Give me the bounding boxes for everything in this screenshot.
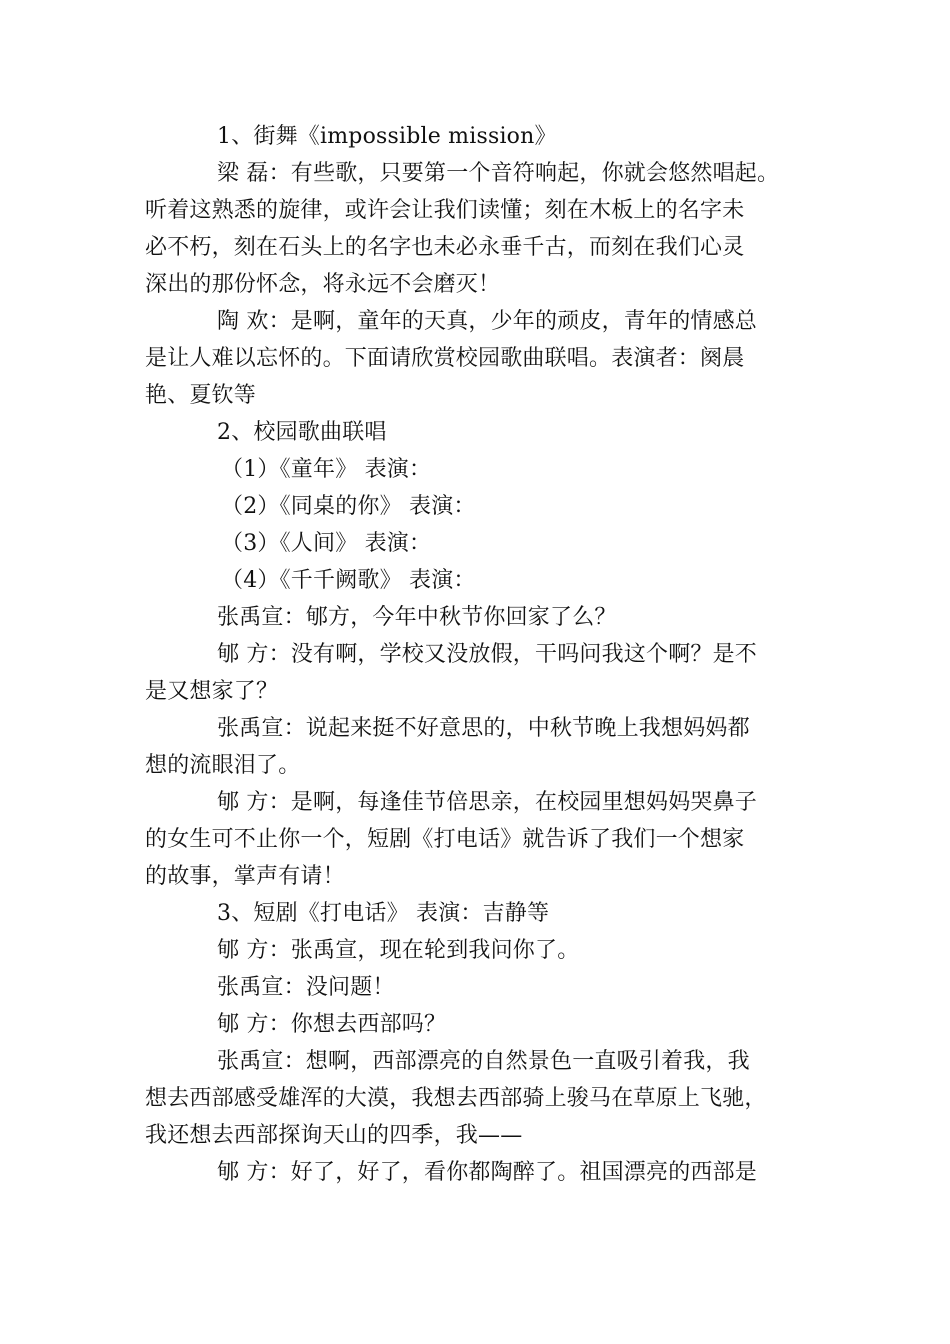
text-line: 是又想家了？ [145,679,279,704]
text-line: 陶 欢：是啊，童年的天真，少年的顽皮，青年的情感总 [217,309,757,334]
text-line: （2）《同桌的你》 表演： [221,494,476,519]
text-line: 郇 方：是啊，每逢佳节倍思亲，在校园里想妈妈哭鼻子 [217,790,757,815]
text-line: 我还想去西部探询天山的四季，我—— [145,1123,523,1148]
text-line: 张禹宣：郇方，今年中秋节你回家了么？ [217,605,617,630]
text-line: 是让人难以忘怀的。下面请欣赏校园歌曲联唱。表演者：阕晨 [145,346,745,371]
text-line: 2、校园歌曲联唱 [217,420,387,445]
text-line: 的女生可不止你一个，短剧《打电话》就告诉了我们一个想家 [145,827,745,852]
text-line: 3、短剧《打电话》 表演：吉静等 [217,901,550,926]
text-line: 的故事，掌声有请！ [145,864,345,889]
text-line: 张禹宣：想啊，西部漂亮的自然景色一直吸引着我，我 [217,1049,750,1074]
text-line: 艳、夏钦等 [145,383,257,408]
text-line: 想去西部感受雄浑的大漠，我想去西部骑上骏马在草原上飞驰， [145,1086,767,1111]
text-line: 深出的那份怀念，将永远不会磨灭！ [145,272,501,297]
text-line: 郇 方：张禹宣，现在轮到我问你了。 [217,938,580,963]
text-line: 郇 方：你想去西部吗？ [217,1012,447,1037]
text-line: 郇 方：好了，好了，看你都陶醉了。祖国漂亮的西部是 [217,1160,757,1185]
text-line: 1、街舞《impossible mission》 [217,124,557,149]
text-line: （3）《人间》 表演： [221,531,432,556]
text-line: 郇 方：没有啊，学校又没放假，干吗问我这个啊？是不 [217,642,757,667]
text-line: 必不朽，刻在石头上的名字也未必永垂千古，而刻在我们心灵 [145,235,745,260]
text-line: 想的流眼泪了。 [145,753,301,778]
text-line: 张禹宣：没问题！ [217,975,395,1000]
text-line: 梁 磊：有些歌，只要第一个音符响起，你就会悠然唱起。 [217,161,780,186]
text-line: （4）《千千阙歌》 表演： [221,568,476,593]
text-line: 张禹宣：说起来挺不好意思的，中秋节晚上我想妈妈都 [217,716,750,741]
text-line: （1）《童年》 表演： [221,457,432,482]
text-line: 听着这熟悉的旋律，或许会让我们读懂；刻在木板上的名字未 [145,198,745,223]
